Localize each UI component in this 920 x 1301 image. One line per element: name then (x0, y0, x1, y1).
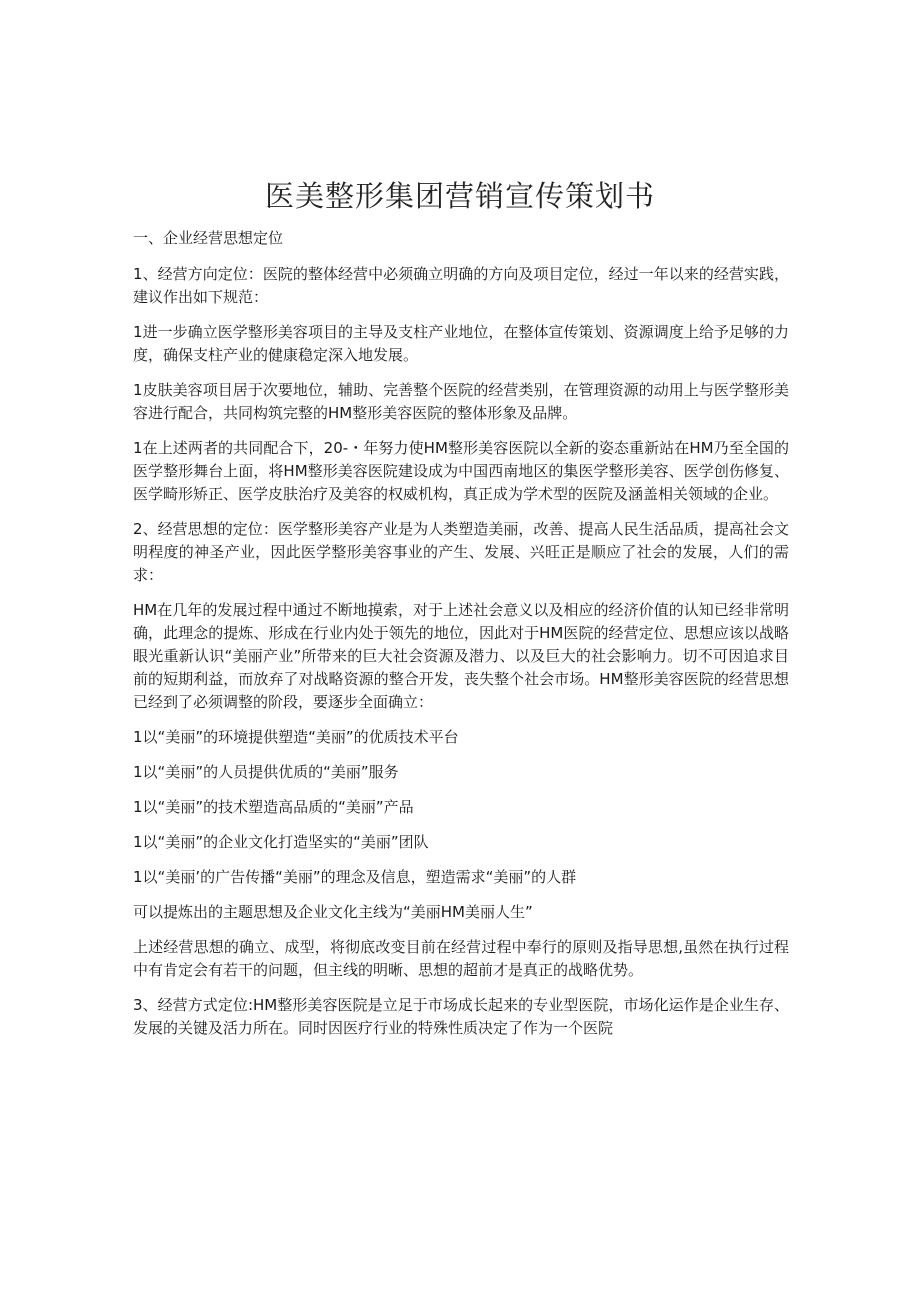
paragraph: 可以提炼出的主题思想及企业文化主线为“美丽HM美丽人生” (133, 903, 533, 921)
paragraph: HM在几年的发展过程中通过不断地摸索，对于上述社会意义以及相应的经济价值的认知已经非常明确，此理念的提炼、形成在行业内处于领先的地位，因此对于HM医院的经营定位、思想应该以战略眼光重新认识“美丽产业”所带来的巨大社会资源及潜力、以及巨大的社会影响力。切不可因追求目前的短期利益，而放弃了对战略资源的整合开发，丧失整个社会市场。HM整形美容医院的经营思想已经到了必须调整的阶段，要逐步全面确立： (133, 601, 789, 711)
document-body (133, 227, 789, 1052)
paragraph: 2、经营思想的定位：医学整形美容产业是为人类塑造美丽，改善、提高人民生活品质，提高社会文明程度的神圣产业，因此医学整形美容事业的产生、发展、兴旺正是顺应了社会的发展，人们的需求： (133, 520, 789, 584)
paragraph: 1皮肤美容项目居于次要地位，辅助、完善整个医院的经营类别，在管理资源的动用上与医学整形美容进行配合，共同构筑完整的HM整形美容医院的整体形象及品牌。 (133, 381, 789, 422)
paragraph: 3、经营方式定位:HM整形美容医院是立足于市场成长起来的专业型医院，市场化运作是企业生存、发展的关键及活力所在。同时因医疗行业的特殊性质决定了作为一个医院 (133, 996, 789, 1037)
paragraph: 1在上述两者的共同配合下，20-・年努力使HM整形美容医院以全新的姿态重新站在HM乃至全国的医学整形舞台上面，将HM整形美容医院建设成为中国西南地区的集医学整形美容、医学创伤修复、医学畸形矫正、医学皮肤治疗及美容的权威机构，真正成为学术型的医院及涵盖相关领域的企业。 (133, 439, 789, 503)
section-heading: 一、企业经营思想定位 (133, 229, 284, 247)
paragraph: 1、经营方向定位：医院的整体经营中必须确立明确的方向及项目定位，经过一年以来的经营实践，建议作出如下规范： (133, 265, 789, 306)
list-item: 1以“美丽”的环境提供塑造“美丽”的优质技术平台 (133, 728, 459, 746)
document-title: 医美整形集团营销宣传策划书 (264, 179, 655, 213)
list-item: 1以“美丽’的广告传播“美丽”的理念及信息，塑造需求“美丽”的人群 (133, 868, 577, 886)
list-item: 1以“美丽”的技术塑造高品质的“美丽”产品 (133, 798, 414, 816)
paragraph: 1进一步确立医学整形美容项目的主导及支柱产业地位，在整体宣传策划、资源调度上给予足够的力度，确保支柱产业的健康稳定深入地发展。 (133, 323, 789, 364)
list-item: 1以“美丽”的人员提供优质的“美丽”服务 (133, 763, 399, 781)
paragraph: 上述经营思想的确立、成型，将彻底改变目前在经营过程中奉行的原则及指导思想,虽然在执行过程中有肯定会有若干的问题，但主线的明晰、思想的超前才是真正的战略优势。 (133, 938, 789, 979)
list-item: 1以“美丽”的企业文化打造坚实的“美丽”团队 (133, 833, 429, 851)
